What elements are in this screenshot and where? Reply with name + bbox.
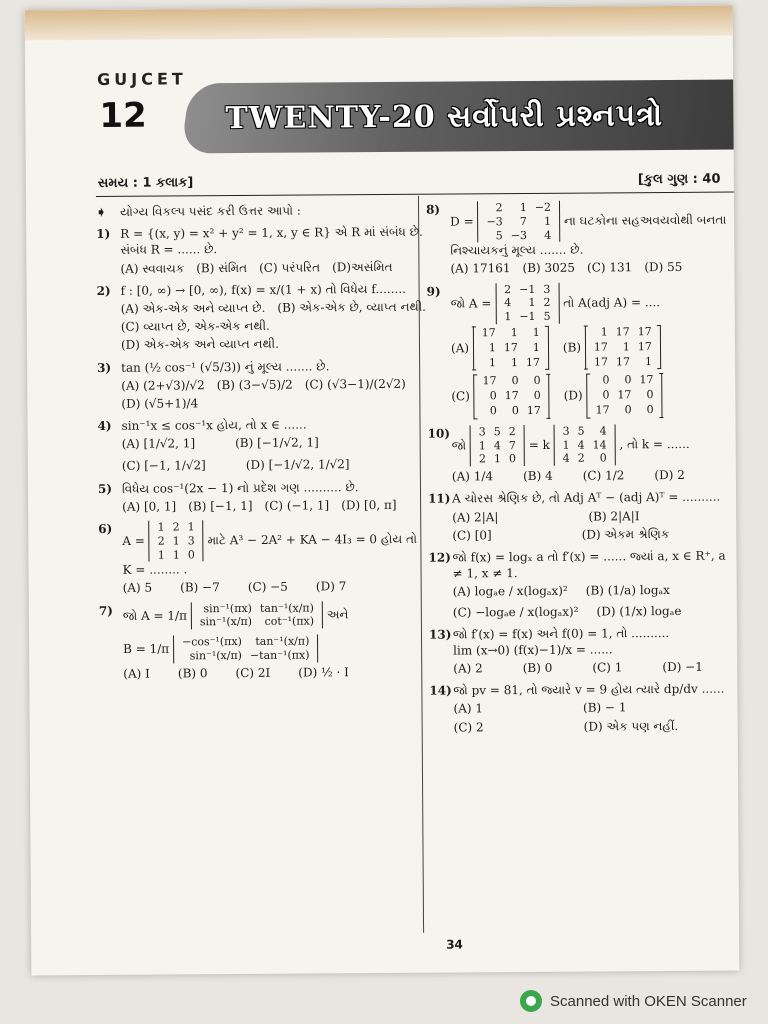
brand-label: GUJCET	[97, 69, 187, 89]
time-label: સમય : 1 કલાક]	[97, 175, 194, 191]
question-9: 9) જો A = 2 −1 3 4 1 2 1 −1 5 તો A(adj A) = .... (A) 17 1 1 1 17 1 1 1 17 (B) 1 17 17 17 1 17 17 17 1 (C) 17 0 0 0 17 0 0 0 17 (D) 0 0 17 0 17 0 17 0 0	[427, 281, 738, 419]
question-7: 7) જો A = 1/π sin⁻¹(πx) tan⁻¹(x/π) sin⁻¹(x/π) cot⁻¹(πx) અને B = 1/π −cos⁻¹(πx) tan⁻¹(x/π) sin⁻¹(x/π) −tan⁻¹(πx) (A) I (B) 0 (C) 2I (D) ½ · I	[98, 601, 349, 681]
paper-number: 12	[99, 95, 147, 136]
question-4: 4) sin⁻¹x ≤ cos⁻¹x હોય, તો x ∈ ...... (A) [1/√2, 1] (B) [−1/√2, 1] (C) [−1, 1/√2] (D) [−1/√2, 1/√2]	[97, 417, 350, 474]
question-12: 12) જો f(x) = logₓ a તો f′(x) = ...... જ્યાં a, x ∈ R⁺, a ≠ 1, x ≠ 1. (A) logₐe / x(logₐx)² (B) (1/a) logₐx (C) −logₐe / x(logₐx)² (D) (1/x) logₐe	[428, 548, 726, 620]
scanner-logo-icon	[520, 990, 542, 1012]
determinant-right: 3 5 4 1 4 14 4 2 0	[554, 424, 616, 466]
scanner-watermark	[520, 990, 747, 1012]
matrix-a: 1 2 1 2 1 3 1 1 0	[149, 520, 204, 562]
question-10: 10) જો 3 5 2 1 4 7 2 1 0 = k 3 5 4 1 4 14 4 2 0 , તો k = ...... (A) 1/4 (B) 4 (C) 1/2 (D) 2	[427, 424, 690, 484]
right-column	[426, 200, 739, 742]
question-1: 1) R = {(x, y) = x² + y² = 1, x, y ∈ R} એ R માં સંબંધ છે. સંબંધ R = ...... છે. (A) સ્વવાચક (B) સંમિત (C) પરંપરિત (D)અસંમિત	[96, 224, 423, 276]
question-6: 6) A = 1 2 1 2 1 3 1 1 0 માટે A³ − 2A² + KA − 4I₃ = 0 હોય તો K = ........ . (A) 5 (B) −7 (C) −5 (D) 7	[98, 520, 418, 596]
question-2: 2) f : [0, ∞) → [0, ∞), f(x) = x/(1 + x) તો વિધેય f........ (A) એક-એક અને વ્યાપ્ત છે. (B) એક-એક છે, વ્યાપ્ત નથી. (C) વ્યાપ્ત છે, એક-એક નથી. (D) એક-એક અને વ્યાપ્ત નથી.	[96, 281, 426, 353]
matrix-a: sin⁻¹(πx) tan⁻¹(x/π) sin⁻¹(x/π) cot⁻¹(πx)	[191, 601, 323, 629]
page-title: TWENTY-20 સર્વોપરી પ્રશ્નપત્રો	[225, 98, 664, 137]
header-rule	[96, 192, 734, 197]
question-13: 13) જો f′(x) = f(x) અને f(0) = 1, તો .......... lim (x→0) (f(x)−1)/x = ...... (A) 2 (B) 0 (C) 1 (D) −1	[428, 625, 703, 676]
question-3: 3) tan (½ cos⁻¹ (√5/3)) નું મૂલ્ય ....... છે. (A) (2+√3)/√2 (B) (3−√5)/2 (C) (√3−1)/(2√2) (D) (√5+1)/4	[97, 358, 406, 411]
marks-label: [કુલ ગુણ : 40	[637, 171, 721, 188]
scanner-label: Scanned with OKEN Scanner	[550, 992, 747, 1010]
left-column	[96, 202, 429, 688]
top-strip	[25, 6, 733, 41]
matrix-a: 2 −1 3 4 1 2 1 −1 5	[495, 282, 560, 324]
question-8: 8) D = 2 1 −2 −3 7 1 5 −3 4 ના ઘટકોના સહઅવયવોથી બનતા નિશ્ચાયકનું મૂલ્ય ....... છે. (A) 17161 (B) 3025 (C) 131 (D) 55	[425, 200, 727, 276]
instruction: ➧ યોગ્ય વિકલ્પ પસંદ કરી ઉત્તર આપો :	[95, 203, 301, 219]
determinant-d: 2 1 −2 −3 7 1 5 −3 4	[477, 201, 560, 243]
page-number: 34	[446, 937, 463, 952]
question-11: 11) A ચોરસ શ્રેણિક છે, તો Adj Aᵀ − (adj A)ᵀ = .......... (A) 2|A| (B) 2|A|I (C) [0] (D) એકમ શ્રેણિક	[428, 490, 721, 543]
question-14: 14) જો pv = 81, તો જ્યારે v = 9 હોય ત્યારે dp/dv ...... (A) 1 (B) − 1 (C) 2 (D) એક પણ નહીં.	[429, 681, 725, 735]
matrix-b: −cos⁻¹(πx) tan⁻¹(x/π) sin⁻¹(x/π) −tan⁻¹(πx)	[173, 635, 319, 664]
determinant-left: 3 5 2 1 4 7 2 1 0	[470, 425, 525, 467]
question-5: 5) વિધેય cos⁻¹(2x − 1) નો પ્રદેશ ગણ .......... છે. (A) [0, 1] (B) [−1, 1] (C) (−1, 1] (D) [0, π]	[97, 479, 397, 514]
scanned-page	[25, 6, 740, 976]
